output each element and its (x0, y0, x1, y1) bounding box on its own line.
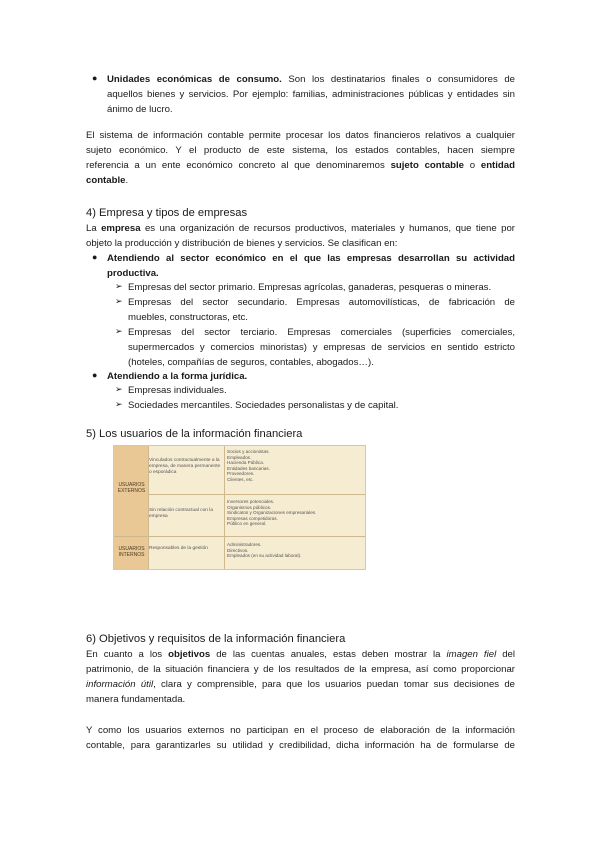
s4-intro-bold: empresa (101, 223, 141, 234)
s6-line4: manera fundamentada. (86, 694, 186, 705)
list-item: Empresas competidoras. (227, 515, 278, 521)
s6-line2: patrimonio, de la situación financiera y de los resultados de la empresa, así como proporcionar (86, 664, 515, 675)
s6-line3-rest: , clara y comprensible, para que los usuarios puedan tomar sus decisiones de (153, 679, 515, 690)
int-items (227, 542, 363, 559)
section6-paragraph1 (86, 647, 515, 707)
s6-ital-imagen-fiel: imagen fiel (446, 649, 497, 660)
s6-ital-informacion-util: información útil (86, 679, 154, 690)
paragraph-sistema (86, 128, 515, 188)
s4-sub2-line2: muebles, constructoras, etc. (128, 312, 248, 323)
s4-intro-rest: es una organización de recursos productivos, materiales y humanos, que tiene por (140, 223, 515, 234)
table-divider-h2 (114, 536, 365, 537)
list-item: Empleados. (227, 454, 252, 460)
list-item: Directivos. (227, 547, 249, 553)
section6-title: 6) Objetivos y requisitos de la información financiera (86, 633, 346, 645)
s4-bullet1 (107, 251, 515, 281)
s4-bullet1-line2: productiva. (107, 268, 159, 279)
list-item: Inversores potenciales. (227, 499, 275, 504)
list-item: Sindicatos y Organizaciones empresariales. (227, 510, 317, 516)
s6-l1-mid: de las cuentas anuales, estas deben mostrar la (210, 649, 447, 660)
sistema-bold-sujeto: sujeto contable (390, 160, 465, 171)
intro-bullet-line1: Son los destinatarios finales o consumidores de (281, 74, 515, 85)
s4-sub5: Sociedades mercantiles. Sociedades personalistas y de capital. (128, 400, 399, 411)
s6-p2-line2: contable, para garantizarles su utilidad y credibilidad, dicha información ha de formularse de (86, 740, 515, 751)
intro-bullet-lead: Unidades económicas de consumo. (107, 74, 282, 85)
s6-p2-line1: Y como los usuarios externos no participan en el proceso de elaboración de la información (86, 725, 515, 736)
intro-bullet (107, 72, 515, 117)
sistema-line4-end: . (125, 175, 129, 186)
arrow-bullet-icon: ➢ (115, 384, 123, 394)
sistema-line2: sujeto económico. Y el producto de este sistema, los estados contables, hacen siempre (86, 145, 515, 156)
intro-bullet-line3: ánimo de lucro. (107, 104, 173, 115)
list-item: Proveedores. (227, 471, 255, 477)
s4-sub3-line2: supermercados y comercios minoristas) y empresas de servicios en sentido estricto (128, 342, 515, 353)
usuarios-table-image (113, 445, 366, 570)
arrow-bullet-icon: ➢ (115, 399, 123, 409)
ext-a-items (227, 449, 363, 483)
section5-title: 5) Los usuarios de la información financiera (86, 428, 303, 440)
sistema-bold-entidad: entidad (480, 160, 515, 171)
sistema-bold-contable: contable (86, 175, 126, 186)
arrow-bullet-icon: ➢ (115, 281, 123, 291)
sistema-line3-pre: referencia a un ente económico concreto al que denominaremos (86, 160, 391, 171)
label-usuarios-externos: USUARIOS EXTERNOS (117, 482, 146, 494)
list-item: Socios y accionistas. (227, 449, 270, 454)
s6-l1-pre: En cuanto a los (86, 649, 169, 660)
sistema-line1: El sistema de información contable permite procesar los datos financieros relativos a cualquier (86, 130, 515, 141)
bullet-icon: ● (92, 252, 98, 262)
s4-sub3-line3: (hoteles, compañías de seguros, contables, abogados…). (128, 357, 374, 368)
list-item: Hacienda Pública. (227, 460, 265, 466)
list-item: Administradores. (227, 542, 262, 547)
list-item: Empleados (en su actividad laboral). (227, 553, 302, 559)
intro-bullet-line2: aquellos bienes y servicios. Por ejemplo: familias, administraciones públicas y entidades sin (107, 89, 515, 100)
s4-sub1: Empresas del sector primario. Empresas agrícolas, ganaderas, pesqueras o mineras. (128, 282, 492, 293)
int-desc: Responsables de la gestión (149, 546, 208, 551)
sistema-line3-mid: o (464, 160, 481, 171)
s4-bullet2: Atendiendo a la forma jurídica. (107, 371, 248, 382)
s4-sub4: Empresas individuales. (128, 385, 227, 396)
ext-b-items (227, 499, 363, 527)
s4-intro-line2: objeto la producción y distribución de bienes y servicios. Se clasifican en: (86, 238, 398, 249)
s4-sub2-line1: Empresas del sector secundario. Empresas automovilísticas, de fabricación de (128, 297, 515, 308)
s6-l1-end: del (496, 649, 515, 660)
label-usuarios-internos: USUARIOS INTERNOS (118, 546, 145, 558)
list-item: Entidades bancarias. (227, 465, 270, 471)
s4-intro-pre: La (86, 223, 102, 234)
s6-bold-objetivos: objetivos (168, 649, 211, 660)
s4-sub3-line1: Empresas del sector terciario. Empresas comerciales (superficies comerciales, (128, 327, 515, 338)
section4-title: 4) Empresa y tipos de empresas (86, 207, 248, 219)
list-item: Clientes, etc. (227, 476, 254, 482)
list-item: Público en general. (227, 521, 267, 527)
s4-bullet1-line1: Atendiendo al sector económico en el que las empresas desarrollan su actividad (107, 253, 515, 264)
arrow-bullet-icon: ➢ (115, 326, 123, 336)
bullet-icon: ● (92, 73, 98, 83)
arrow-bullet-icon: ➢ (115, 296, 123, 306)
s4-sub3 (128, 325, 515, 370)
ext-a-desc: Vinculados contractualmente a la empresa, de manera permanente o esporádica (149, 458, 221, 475)
section4-intro (86, 221, 515, 251)
ext-b-desc: Sin relación contractual con la empresa (149, 508, 213, 519)
s4-sub2 (128, 295, 515, 325)
list-item: Organismos públicos. (227, 504, 272, 510)
bullet-icon: ● (92, 370, 98, 380)
table-divider-h1 (149, 494, 365, 495)
table-divider-v2 (224, 446, 225, 569)
section6-paragraph2 (86, 723, 515, 753)
